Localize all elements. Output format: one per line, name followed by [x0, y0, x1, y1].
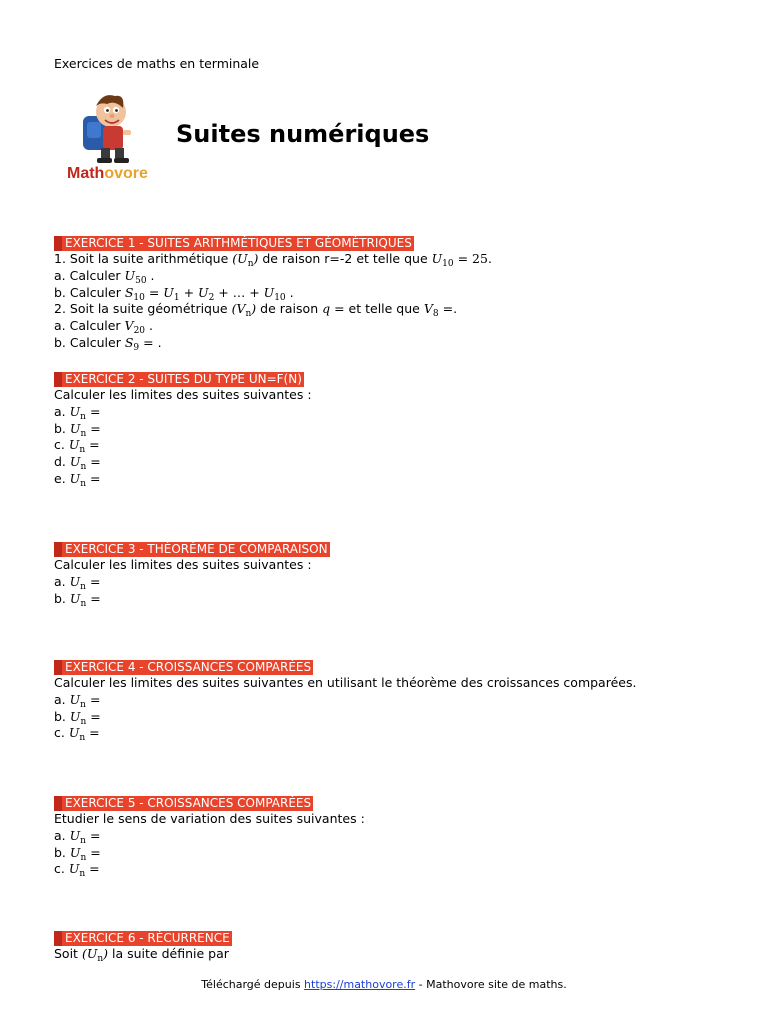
exercise-6-banner: EXERCICE 6 - RÉCURRENCE	[54, 931, 232, 946]
exercise-2-item-e: e. $U_n$ =	[54, 470, 101, 489]
exercise-2-item-c: c. $U_n$ =	[54, 437, 100, 456]
exercise-1-line-6: b. Calculer $S_9$ = .	[54, 334, 162, 353]
exercise-5-intro: Etudier le sens de variation des suites suivantes :	[54, 811, 365, 826]
exercise-5-banner: EXERCICE 5 - CROISSANCES COMPARÉES	[54, 796, 313, 811]
exercise-4-item-b: b. $U_n$ =	[54, 708, 101, 727]
exercise-2-intro: Calculer les limites des suites suivantes :	[54, 387, 312, 402]
exercise-1-line-2: a. Calculer $U_{50}$ .	[54, 267, 155, 286]
exercise-4	[54, 659, 636, 742]
logo-wordmark: Mathovore	[67, 165, 148, 182]
exercise-2-item-d: d. $U_n$ =	[54, 454, 101, 473]
exercise-1-line-4: 2. Soit la suite géométrique $(V_n)$ de raison q = et telle que $V_8$ =.	[54, 301, 458, 320]
footer-link[interactable]: https://mathovore.fr	[304, 978, 416, 991]
footer-suffix: - Mathovore site de maths.	[415, 978, 567, 991]
exercise-2	[54, 371, 312, 488]
exercise-1-line-1: 1. Soit la suite arithmétique $(U_n)$ de raison r=-2 et telle que $U_{10} = 25$.	[54, 251, 492, 269]
exercise-2-item-a: a. $U_n$ =	[54, 403, 101, 422]
page-header: Exercices de maths en terminale	[54, 56, 260, 71]
exercise-1-line-5: a. Calculer $V_{20}$ .	[54, 318, 153, 337]
schoolboy-mascot-icon	[83, 95, 131, 163]
footer-prefix: Téléchargé depuis	[201, 978, 305, 991]
page-footer	[0, 978, 768, 991]
exercise-6	[54, 930, 232, 963]
exercise-5-item-a: a. $U_n$ =	[54, 827, 101, 846]
exercise-5-item-c: c. $U_n$ =	[54, 861, 100, 880]
page-title: Suites numériques	[176, 120, 430, 148]
exercise-3-intro: Calculer les limites des suites suivantes :	[54, 557, 312, 572]
exercise-1	[54, 235, 492, 352]
exercise-3	[54, 541, 330, 607]
exercise-3-item-a: a. $U_n$ =	[54, 573, 101, 592]
exercise-2-item-b: b. $U_n$ =	[54, 420, 101, 439]
exercise-4-banner: EXERCICE 4 - CROISSANCES COMPARÉES	[54, 660, 313, 675]
exercise-2-banner: EXERCICE 2 - SUITES DU TYPE UN=F(N)	[54, 372, 304, 387]
mathovore-logo	[63, 88, 160, 184]
exercise-3-item-b: b. $U_n$ =	[54, 590, 101, 609]
exercise-4-item-a: a. $U_n$ =	[54, 691, 101, 710]
exercise-1-banner: EXERCICE 1 - SUITES ARITHMÉTIQUES ET GÉOMÉTRIQUES	[54, 236, 414, 251]
exercise-4-intro: Calculer les limites des suites suivantes en utilisant le théorème des croissances comparées.	[54, 675, 637, 690]
exercise-6-intro: Soit $(U_n)$ la suite définie par	[54, 946, 229, 964]
exercise-5	[54, 795, 365, 878]
exercise-3-banner: EXERCICE 3 - THÉORÈME DE COMPARAISON	[54, 542, 330, 557]
exercise-4-item-c: c. $U_n$ =	[54, 725, 100, 744]
exercise-5-item-b: b. $U_n$ =	[54, 844, 101, 863]
exercise-1-line-3: b. Calculer $S_{10} = U_1 + U_2$ + … + $U_{10}$ .	[54, 284, 294, 303]
